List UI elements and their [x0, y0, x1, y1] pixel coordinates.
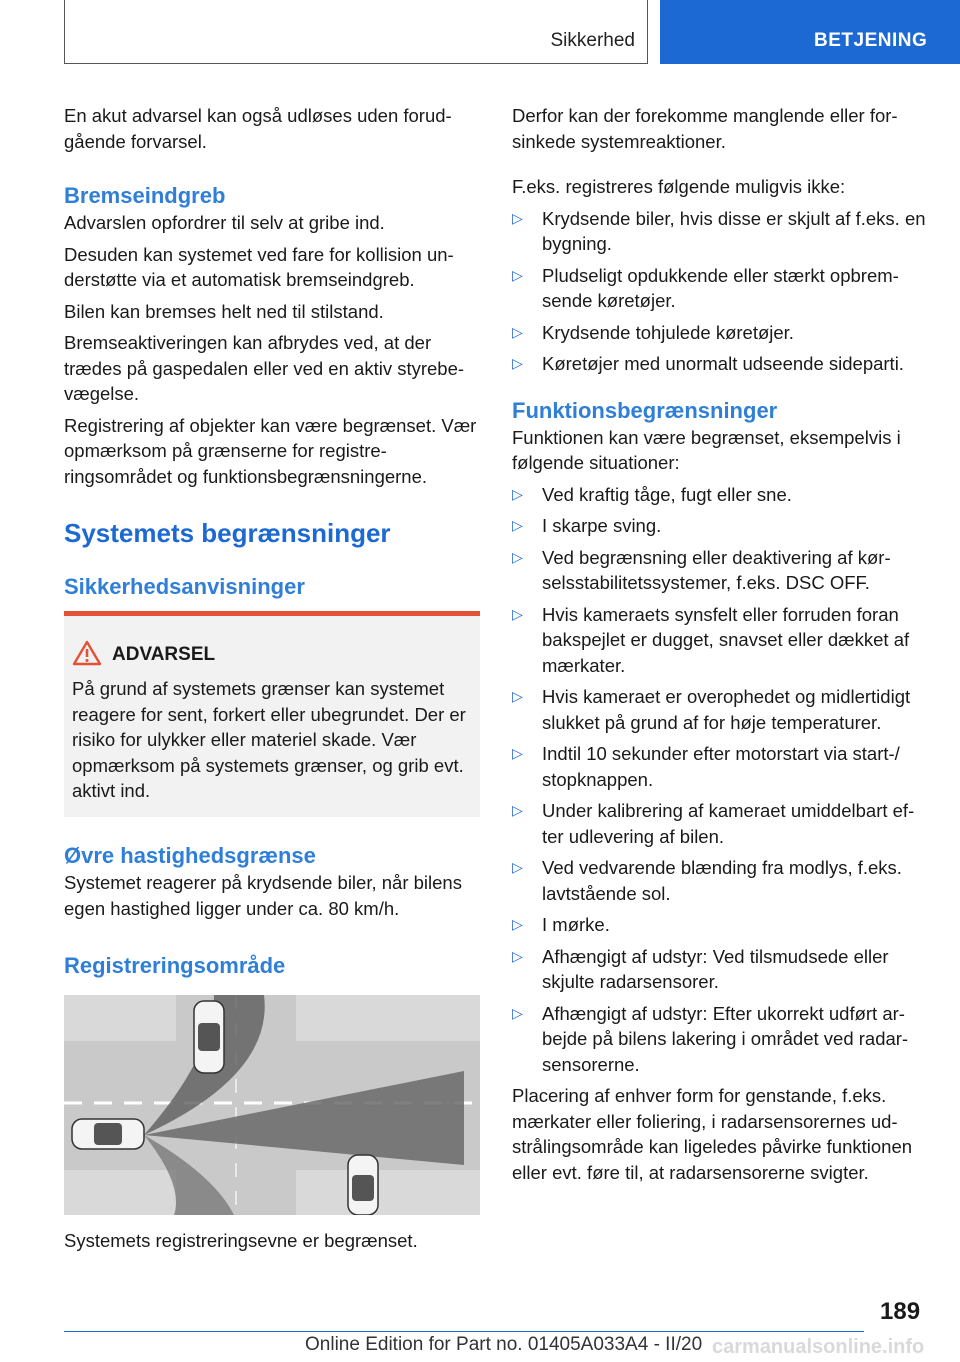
list-item: ▷ Hvis kameraet er overophedet og midlertidigt slukket på grund af for høje temperaturer. — [512, 686, 911, 733]
brake-paragraph-2: Desuden kan systemet ved fare for kollision un-derstøtte via et automatisk bremseindgreb. — [64, 243, 454, 290]
list-item: ▷ Afhængigt af udstyr: Efter ukorrekt udført ar-bejde på bilens lakering i området ved radar-sensorerne. — [512, 1002, 909, 1075]
bullet-triangle-icon: ▷ — [512, 916, 523, 932]
brake-paragraph-5: Registrering af objekter kan være begrænset. Vær opmærksom på grænserne for registre-ringsområdet og funktionsbegrænsningerne. — [64, 414, 477, 487]
brake-paragraph-1: Advarslen opfordrer til selv at gribe ind. — [64, 212, 385, 233]
list-item: ▷ Ved vedvarende blænding fra modlys, f.eks. lavtstående sol. — [512, 857, 902, 904]
list-item: ▷ Ved begrænsning eller deaktivering af kør-selsstabilitetssystemer, f.eks. DSC OFF. — [512, 546, 891, 593]
bullet-triangle-icon: ▷ — [512, 485, 523, 502]
list-item: ▷ Krydsende biler, hvis disse er skjult af f.eks. en bygning. — [512, 207, 926, 254]
right-last-paragraph: Placering af enhver form for genstande, f.eks. mærkater eller foliering, i radarsensorernes ud-strålingsområde kan ligeledes påvirke funktionen eller evt. føre til, at radarsensorerne svigter. — [512, 1085, 913, 1183]
bullet-triangle-icon: ▷ — [512, 859, 523, 875]
left-column-upper — [64, 103, 482, 495]
area-heading: Registreringsområde — [64, 953, 286, 978]
page-number: 189 — [880, 1298, 921, 1325]
diagram-caption-box — [64, 1228, 482, 1260]
header-section-box — [64, 0, 648, 64]
function-limits-heading: Funktionsbegrænsninger — [512, 397, 778, 423]
header-section-title: Sikkerhed — [550, 30, 635, 51]
warning-title: ADVARSEL — [112, 644, 216, 665]
watermark: carmanualsonline.info — [712, 1336, 925, 1358]
bullet-triangle-icon: ▷ — [512, 947, 523, 964]
crossing-car-bottom-icon — [348, 1155, 378, 1215]
bullet-triangle-icon: ▷ — [512, 605, 523, 622]
list-item: ▷ Under kalibrering af kameraet umiddelbart ef-ter udlevering af bilen. — [512, 800, 915, 847]
header-chapter-tab — [660, 0, 960, 64]
right-column — [512, 103, 928, 1191]
bullet-triangle-icon: ▷ — [512, 1004, 523, 1021]
crossing-car-top-icon — [194, 1001, 224, 1073]
right-paragraph-2: F.eks. registreres følgende muligvis ikke: — [512, 176, 846, 197]
intro-paragraph: En akut advarsel kan også udløses uden forud-gående forvarsel. — [64, 105, 452, 152]
right-paragraph-1: Derfor kan der forekomme manglende eller for-sinkede systemreaktioner. — [512, 105, 898, 152]
diagram-caption: Systemets registreringsevne er begrænset. — [64, 1230, 418, 1251]
bullet-triangle-icon: ▷ — [512, 355, 523, 371]
warning-text: På grund af systemets grænser kan systemet reagere for sent, forkert eller ubegrundet. Der er risiko for ulykker eller materiel skade. Vær opmærksom på systemets grænser, og grib evt. aktivt ind. — [72, 678, 466, 801]
list-item: ▷ Køretøjer med unormalt udseende sideparti. — [512, 351, 928, 377]
own-car-icon — [72, 1119, 144, 1149]
warning-box — [64, 611, 480, 817]
footer-edition: Online Edition for Part no. 01405A033A4 - II/20 — [305, 1334, 703, 1355]
bullet-triangle-icon: ▷ — [512, 517, 523, 533]
bullet-triangle-icon: ▷ — [512, 266, 523, 283]
bullet-triangle-icon: ▷ — [512, 548, 523, 565]
brake-paragraph-4: Bremseaktiveringen kan afbrydes ved, at der trædes på gaspedalen eller ved en aktiv styrebe-vægelse. — [64, 332, 465, 404]
warning-triangle-icon — [72, 640, 102, 666]
safety-heading: Sikkerhedsanvisninger — [64, 574, 305, 599]
undetected-list — [512, 206, 928, 377]
detection-area-diagram — [64, 995, 480, 1215]
speed-paragraph: Systemet reagerer på krydsende biler, når bilens egen hastighed ligger under ca. 80 km/h. — [64, 872, 462, 919]
bullet-triangle-icon: ▷ — [512, 209, 523, 226]
list-item: ▷ Pludseligt opdukkende eller stærkt opbrem-sende køretøjer. — [512, 264, 899, 311]
list-item: ▷ Ved kraftig tåge, fugt eller sne. — [512, 482, 928, 508]
list-item: ▷ I skarpe sving. — [512, 513, 928, 539]
bullet-triangle-icon: ▷ — [512, 688, 523, 704]
function-intro: Funktionen kan være begrænset, eksempelvis i følgende situationer: — [512, 426, 901, 473]
list-item: ▷ Krydsende tohjulede køretøjer. — [512, 320, 928, 346]
speed-heading: Øvre hastighedsgrænse — [64, 843, 316, 868]
bullet-triangle-icon: ▷ — [512, 323, 523, 340]
brake-heading: Bremseindgreb — [64, 183, 226, 208]
footer-rule — [64, 1331, 864, 1332]
list-item: ▷ Hvis kameraets synsfelt eller forruden foran bakspejlet er dugget, snavset eller dækket af mærkater. — [512, 603, 910, 676]
list-item: ▷ I mørke. — [512, 912, 928, 938]
list-item: ▷ Indtil 10 sekunder efter motorstart via start-/ stopknappen. — [512, 743, 900, 790]
bullet-triangle-icon: ▷ — [512, 745, 523, 761]
list-item: ▷ Afhængigt af udstyr: Ved tilsmudsede eller skjulte radarsensorer. — [512, 945, 889, 992]
bullet-triangle-icon: ▷ — [512, 802, 523, 818]
brake-paragraph-3: Bilen kan bremses helt ned til stilstand. — [64, 300, 384, 322]
limits-heading: Systemets begrænsninger — [64, 518, 391, 548]
speed-section — [64, 842, 482, 927]
header-chapter-title: BETJENING — [814, 30, 928, 51]
function-limits-list — [512, 482, 928, 1078]
